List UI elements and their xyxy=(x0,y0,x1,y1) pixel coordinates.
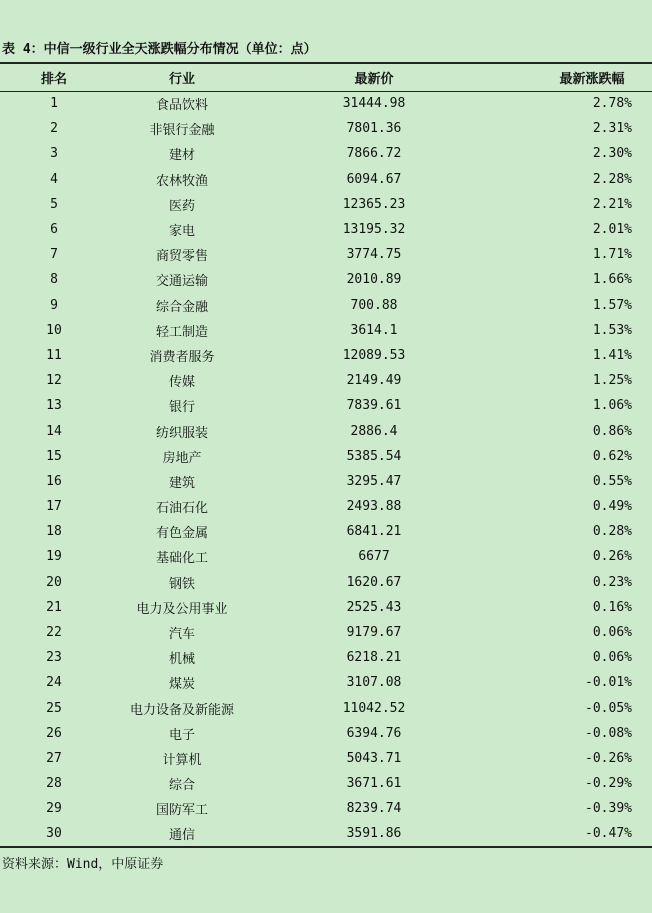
cell-change: 2.31% xyxy=(592,121,632,137)
cell-industry: 家电 xyxy=(168,224,195,240)
table-row xyxy=(0,469,652,494)
table-row xyxy=(0,293,652,318)
cell-change: 1.41% xyxy=(592,347,632,363)
cell-change: -0.47% xyxy=(585,826,632,842)
table-row xyxy=(0,821,652,846)
cell-industry: 电力设备及新能源 xyxy=(129,702,234,718)
cell-industry: 建筑 xyxy=(168,475,195,491)
cell-industry: 机械 xyxy=(168,652,195,668)
cell-price: 3591.86 xyxy=(346,826,402,842)
cell-industry: 农林牧渔 xyxy=(155,173,208,189)
cell-rank: 21 xyxy=(46,599,62,615)
table-row xyxy=(0,318,652,343)
table-row xyxy=(0,192,652,217)
table-row xyxy=(0,771,652,796)
table-row xyxy=(0,796,652,821)
cell-rank: 24 xyxy=(46,675,62,691)
cell-rank: 15 xyxy=(46,448,62,464)
header-price: 最新价 xyxy=(354,71,394,87)
cell-industry: 传媒 xyxy=(168,375,195,391)
cell-industry: 轻工制造 xyxy=(155,324,208,340)
cell-rank: 1 xyxy=(50,96,58,112)
table-row xyxy=(0,91,652,116)
table-row xyxy=(0,595,652,620)
cell-industry: 综合金融 xyxy=(155,299,208,315)
cell-change: 0.62% xyxy=(592,448,632,464)
table-row xyxy=(0,368,652,393)
cell-change: 0.26% xyxy=(592,549,632,565)
cell-rank: 29 xyxy=(46,801,62,817)
cell-change: 0.16% xyxy=(592,599,632,615)
cell-change: -0.05% xyxy=(585,700,632,716)
table-row xyxy=(0,494,652,519)
table-row xyxy=(0,544,652,569)
cell-industry: 消费者服务 xyxy=(149,349,215,365)
table-row xyxy=(0,267,652,292)
table-header-row xyxy=(0,63,652,91)
cell-rank: 27 xyxy=(46,750,62,766)
cell-change: 1.25% xyxy=(592,373,632,389)
cell-change: 2.21% xyxy=(592,196,632,212)
table-row xyxy=(0,620,652,645)
cell-change: 2.28% xyxy=(592,171,632,187)
table-row xyxy=(0,696,652,721)
table-row xyxy=(0,167,652,192)
cell-price: 3295.47 xyxy=(346,473,402,489)
cell-price: 2525.43 xyxy=(346,599,402,615)
header-industry: 行业 xyxy=(168,71,195,87)
table-body xyxy=(0,91,652,847)
cell-rank: 28 xyxy=(46,776,62,792)
header-change: 最新涨跌幅 xyxy=(559,71,625,87)
cell-change: 0.49% xyxy=(592,499,632,515)
cell-industry: 纺织服装 xyxy=(155,425,208,441)
cell-rank: 13 xyxy=(46,398,62,414)
cell-rank: 3 xyxy=(50,146,58,162)
cell-price: 13195.32 xyxy=(342,222,406,238)
table-row xyxy=(0,670,652,695)
table-row xyxy=(0,343,652,368)
cell-industry: 国防军工 xyxy=(155,803,208,819)
cell-change: 0.55% xyxy=(592,473,632,489)
header-rank: 排名 xyxy=(40,71,67,87)
cell-rank: 23 xyxy=(46,650,62,666)
cell-industry: 商贸零售 xyxy=(155,249,208,265)
cell-change: -0.08% xyxy=(585,725,632,741)
cell-industry: 钢铁 xyxy=(168,576,195,592)
cell-change: 2.30% xyxy=(592,146,632,162)
table-row xyxy=(0,242,652,267)
cell-industry: 汽车 xyxy=(168,627,195,643)
table-row xyxy=(0,141,652,166)
cell-industry: 房地产 xyxy=(162,450,202,466)
cell-price: 3774.75 xyxy=(346,247,402,263)
cell-price: 6094.67 xyxy=(346,171,402,187)
cell-change: 1.57% xyxy=(592,297,632,313)
cell-industry: 有色金属 xyxy=(155,526,208,542)
cell-rank: 2 xyxy=(50,121,58,137)
cell-industry: 综合 xyxy=(168,778,195,794)
cell-rank: 4 xyxy=(50,171,58,187)
cell-rank: 10 xyxy=(46,322,62,338)
cell-change: 2.78% xyxy=(592,96,632,112)
cell-industry: 银行 xyxy=(168,400,195,416)
cell-rank: 18 xyxy=(46,524,62,540)
table-row xyxy=(0,444,652,469)
cell-change: 0.86% xyxy=(592,423,632,439)
table-row xyxy=(0,519,652,544)
cell-rank: 14 xyxy=(46,423,62,439)
cell-change: 0.23% xyxy=(592,574,632,590)
cell-price: 700.88 xyxy=(350,297,398,313)
cell-industry: 电力及公用事业 xyxy=(136,601,228,617)
cell-rank: 7 xyxy=(50,247,58,263)
cell-industry: 计算机 xyxy=(162,752,202,768)
cell-price: 3671.61 xyxy=(346,776,402,792)
cell-rank: 5 xyxy=(50,196,58,212)
cell-industry: 基础化工 xyxy=(155,551,208,567)
cell-price: 3107.08 xyxy=(346,675,402,691)
cell-change: -0.26% xyxy=(585,750,632,766)
cell-rank: 26 xyxy=(46,725,62,741)
industry-change-table xyxy=(0,62,652,848)
cell-change: -0.01% xyxy=(585,675,632,691)
cell-rank: 11 xyxy=(46,347,62,363)
cell-rank: 17 xyxy=(46,499,62,515)
cell-price: 12365.23 xyxy=(342,196,406,212)
cell-rank: 25 xyxy=(46,700,62,716)
cell-price: 6677 xyxy=(358,549,390,565)
table-row xyxy=(0,393,652,418)
cell-price: 3614.1 xyxy=(350,322,398,338)
cell-rank: 19 xyxy=(46,549,62,565)
cell-change: 0.28% xyxy=(592,524,632,540)
cell-industry: 煤炭 xyxy=(168,677,195,693)
cell-price: 1620.67 xyxy=(346,574,402,590)
cell-industry: 建材 xyxy=(168,148,195,164)
table-row xyxy=(0,645,652,670)
cell-price: 5043.71 xyxy=(346,750,402,766)
cell-change: 0.06% xyxy=(592,625,632,641)
cell-price: 7866.72 xyxy=(346,146,402,162)
cell-industry: 通信 xyxy=(168,828,195,844)
cell-price: 5385.54 xyxy=(346,448,402,464)
cell-rank: 30 xyxy=(46,826,62,842)
table-title: 表 4：中信一级行业全天涨跌幅分布情况（单位：点） xyxy=(2,42,317,57)
cell-price: 2149.49 xyxy=(346,373,402,389)
table-row xyxy=(0,570,652,595)
cell-price: 6841.21 xyxy=(346,524,402,540)
cell-industry: 石油石化 xyxy=(155,501,208,517)
cell-change: 2.01% xyxy=(592,222,632,238)
cell-price: 11042.52 xyxy=(342,700,406,716)
table-row xyxy=(0,418,652,443)
cell-change: 1.66% xyxy=(592,272,632,288)
cell-change: 0.06% xyxy=(592,650,632,666)
cell-price: 9179.67 xyxy=(346,625,402,641)
cell-industry: 食品饮料 xyxy=(155,98,208,114)
cell-industry: 交通运输 xyxy=(155,274,208,290)
cell-change: 1.06% xyxy=(592,398,632,414)
cell-industry: 医药 xyxy=(168,198,195,214)
cell-change: -0.39% xyxy=(585,801,632,817)
cell-rank: 9 xyxy=(50,297,58,313)
cell-rank: 12 xyxy=(46,373,62,389)
cell-industry: 电子 xyxy=(168,727,195,743)
table-row xyxy=(0,217,652,242)
cell-price: 7839.61 xyxy=(346,398,402,414)
cell-price: 7801.36 xyxy=(346,121,402,137)
source-note: 资料来源：Wind，中原证券 xyxy=(2,857,164,872)
cell-industry: 非银行金融 xyxy=(149,123,215,139)
cell-price: 6394.76 xyxy=(346,725,402,741)
cell-change: 1.71% xyxy=(592,247,632,263)
cell-rank: 16 xyxy=(46,473,62,489)
cell-change: 1.53% xyxy=(592,322,632,338)
cell-price: 2886.4 xyxy=(350,423,398,439)
table-row xyxy=(0,116,652,141)
table-row xyxy=(0,721,652,746)
cell-change: -0.29% xyxy=(585,776,632,792)
cell-price: 6218.21 xyxy=(346,650,402,666)
cell-rank: 8 xyxy=(50,272,58,288)
cell-rank: 22 xyxy=(46,625,62,641)
cell-price: 2010.89 xyxy=(346,272,402,288)
cell-price: 31444.98 xyxy=(342,96,406,112)
cell-price: 8239.74 xyxy=(346,801,402,817)
cell-price: 2493.88 xyxy=(346,499,402,515)
cell-price: 12089.53 xyxy=(342,347,406,363)
table-row xyxy=(0,746,652,771)
cell-rank: 6 xyxy=(50,222,58,238)
cell-rank: 20 xyxy=(46,574,62,590)
